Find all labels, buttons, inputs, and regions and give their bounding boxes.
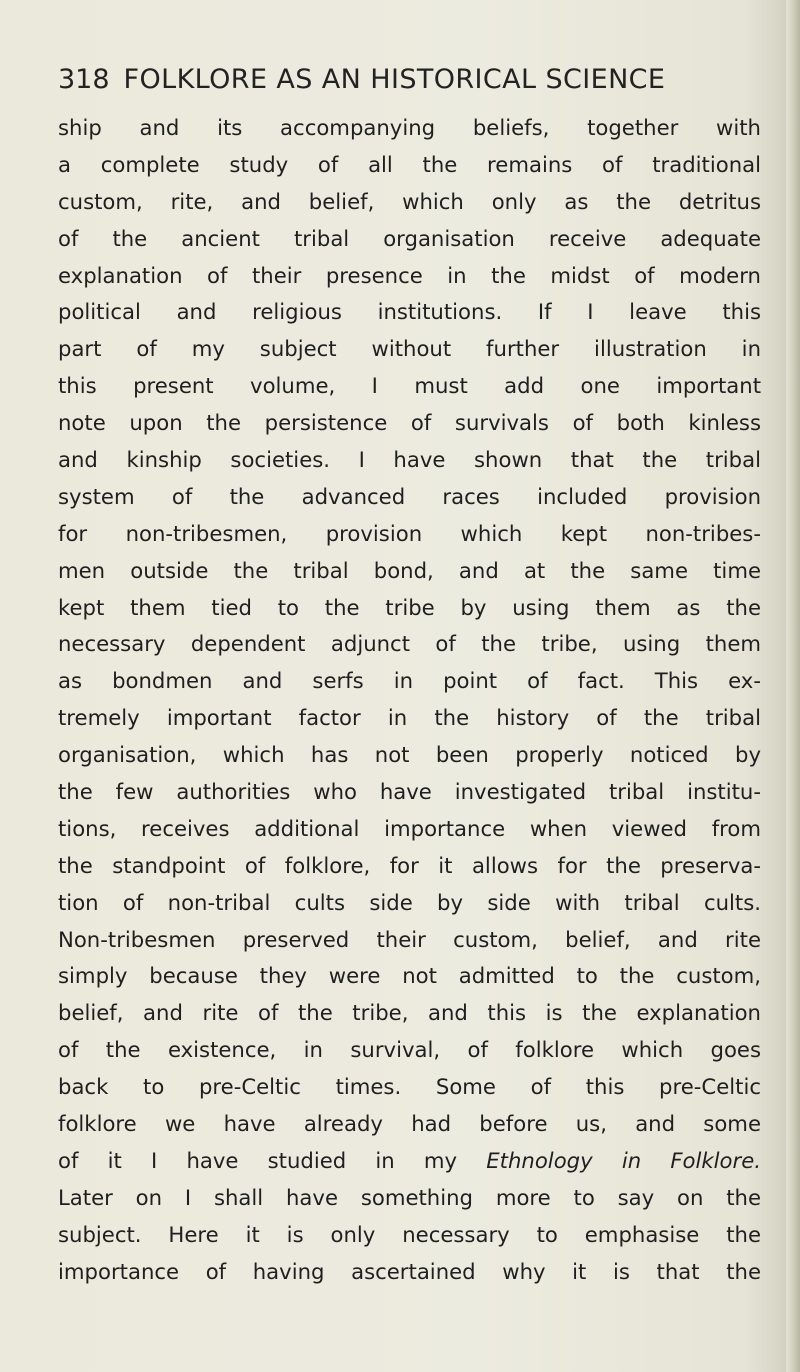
text-line (58, 1143, 761, 1180)
text-line: Later on I shall have something more to say on the (58, 1184, 761, 1210)
text-line: men outside the tribal bond, and at the same time (58, 557, 761, 583)
text-line: a complete study of all the remains of traditional (58, 151, 761, 177)
text-line: custom, rite, and belief, which only as the detritus (58, 188, 761, 214)
page-edge-shadow (786, 0, 800, 1372)
text-line: tremely important factor in the history of the tribal (58, 705, 761, 731)
text-line: part of my subject without further illustration in (58, 336, 761, 362)
text-line: belief, and rite of the tribe, and this is the explanation (58, 1000, 761, 1026)
text-line: necessary dependent adjunct of the tribe, using them (58, 631, 761, 657)
text-line: and kinship societies. I have shown that the tribal (58, 447, 761, 473)
text-line: subject. Here it is only necessary to emphasise the (58, 1221, 761, 1247)
page-number: 318 (58, 64, 110, 95)
text-segment: of it I have studied in my (58, 1147, 487, 1173)
text-line: tions, receives additional importance when viewed from (58, 815, 761, 841)
body-text (58, 110, 761, 1291)
text-line: explanation of their presence in the midst of modern (58, 262, 761, 288)
text-line: importance of having ascertained why it is that the (58, 1258, 761, 1284)
text-line: for non-tribesmen, provision which kept non-tribes- (58, 520, 761, 546)
text-line: system of the advanced races included provision (58, 483, 761, 509)
text-line: simply because they were not admitted to the custom, (58, 963, 761, 989)
text-line: political and religious institutions. If I leave this (58, 299, 761, 325)
text-line: as bondmen and serfs in point of fact. This ex- (58, 668, 761, 694)
text-line: kept them tied to the tribe by using them as the (58, 594, 761, 620)
page-header (58, 64, 748, 95)
text-line: back to pre-Celtic times. Some of this pre-Celtic (58, 1074, 761, 1100)
text-line: of the ancient tribal organisation receive adequate (58, 225, 761, 251)
running-head: FOLKLORE AS AN HISTORICAL SCIENCE (123, 64, 666, 95)
text-line: tion of non-tribal cults side by side with tribal cults. (58, 889, 761, 915)
text-line: Non-tribesmen preserved their custom, belief, and rite (58, 926, 761, 952)
text-line: the few authorities who have investigated tribal institu- (58, 779, 761, 805)
text-line: ship and its accompanying beliefs, together with (58, 115, 761, 140)
text-line: this present volume, I must add one important (58, 373, 761, 399)
text-line: of the existence, in survival, of folklore which goes (58, 1037, 761, 1063)
text-line: organisation, which has not been properly noticed by (58, 742, 761, 768)
text-line: the standpoint of folklore, for it allows for the preserva- (58, 852, 761, 878)
text-line: folklore we have already had before us, and some (58, 1111, 761, 1137)
text-line: note upon the persistence of survivals of both kinless (58, 410, 761, 436)
book-title-italic: Ethnology in Folklore. (486, 1147, 761, 1173)
